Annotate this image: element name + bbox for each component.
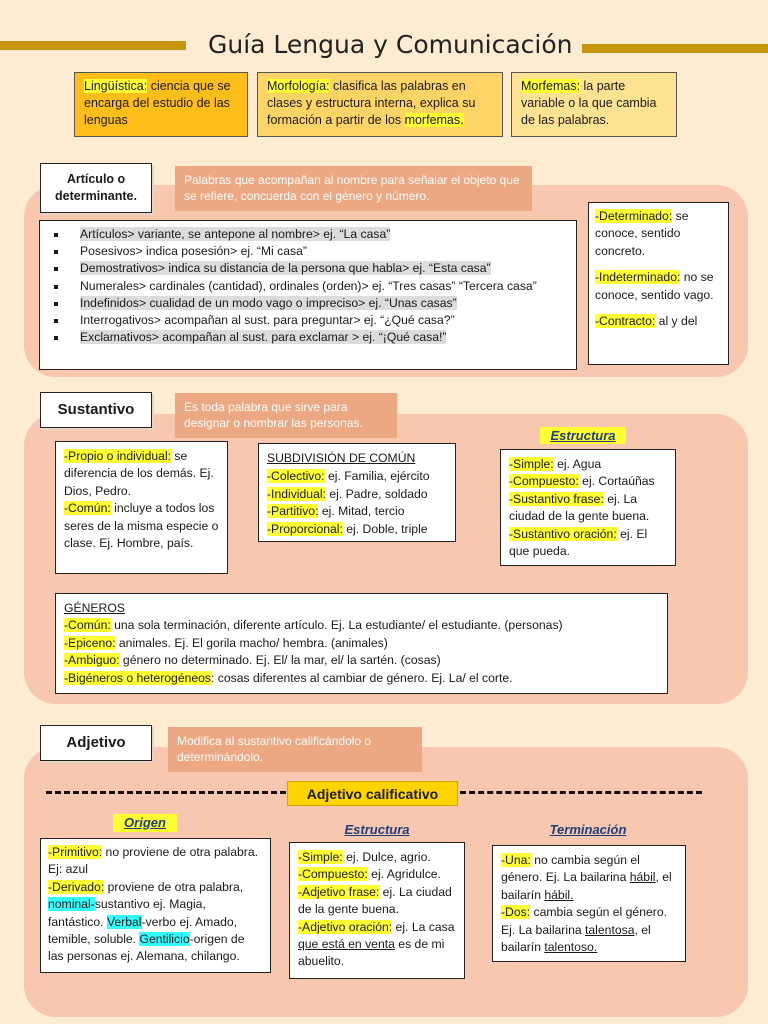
dashed-line-left	[46, 791, 286, 794]
box-morfemas: Morfemas: la parte variable o la que cambia de las palabras.	[511, 72, 677, 137]
articulo-list-box	[39, 220, 577, 370]
side-indeterminado: -Indeterminado: no se conoce, sentido vago.	[595, 270, 714, 302]
adjetivo-estructura-box: -Simple: ej. Dulce, agrio. -Compuesto: ej. Agridulce. -Adjetivo frase: ej. La ciudad de la gente buena. -Adjetivo oración: ej. La casa que está en venta es de mi abuelito.	[289, 842, 465, 979]
list-item: ▪ Numerales> cardinales (cantidad), ordinales (orden)> ej. “Tres casas” “Tercera casa”	[68, 278, 570, 295]
adjetivo-label: Adjetivo	[40, 725, 152, 761]
list-item: ▪ Demostrativos> indica su distancia de la persona que habla> ej. “Esta casa”	[68, 260, 570, 277]
sustantivo-estructura-heading: Estructura	[540, 427, 626, 444]
adjetivo-estructura-heading: Estructura	[344, 822, 410, 837]
adjetivo-calificativo-title: Adjetivo calificativo	[287, 781, 458, 806]
page-title: Guía Lengua y Comunicación	[208, 30, 573, 59]
list-item: ▪ Indefinidos> cualidad de un modo vago o impreciso> ej. “Unas casas”	[68, 295, 570, 312]
articulo-list	[46, 226, 570, 346]
terminacion-heading: Terminación	[549, 822, 627, 837]
box-morfologia: Morfología: clasifica las palabras en clases y estructura interna, explica su formación a partir de los morfemas.	[257, 72, 503, 137]
articulo-description: Palabras que acompañan al nombre para señalar el objeto que se refiere, concuerda con el género y número.	[175, 166, 532, 211]
subdivision-box: SUBDIVISIÓN DE COMÚN -Colectivo: ej. Familia, ejército -Individual: ej. Padre, soldado -Partitivo: ej. Mitad, tercio -Proporcional: ej. Doble, triple	[258, 443, 456, 542]
title-bar-right	[582, 44, 768, 53]
articulo-label: Artículo o determinante.	[40, 163, 152, 213]
list-item: ▪ Exclamativos> acompañan al sust. para exclamar > ej. “¡Qué casa!”	[68, 329, 570, 346]
articulo-side-box	[588, 202, 729, 365]
list-item: ▪ Posesivos> indica posesión> ej. “Mi casa”	[68, 243, 570, 260]
term-morfologia: Morfología:	[267, 79, 330, 93]
title-bar-left	[0, 41, 186, 50]
list-item: ▪ Interrogativos> acompañan al sust. para preguntar> ej. “¿Qué casa?”	[68, 312, 570, 329]
term-morfemas: Morfemas:	[521, 79, 581, 93]
side-determinado: -Determinado: se conoce, sentido concreto.	[595, 209, 689, 258]
term-linguistica: Lingüística:	[84, 79, 148, 93]
side-contracto: -Contracto: al y del	[595, 314, 698, 329]
generos-heading: GÉNEROS	[64, 601, 125, 615]
adjetivo-description: Modifica al sustantivo calificándolo o determinándolo.	[168, 727, 422, 772]
sustantivo-label: Sustantivo	[40, 392, 152, 428]
list-item: ▪ Artículos> variante, se antepone al nombre> ej. “La casa”	[68, 226, 570, 243]
dashed-line-right	[460, 791, 702, 794]
sustantivo-description: Es toda palabra que sirve para designar o nombrar las personas.	[175, 393, 397, 438]
sustantivo-tipos-box: -Propio o individual: se diferencia de los demás. Ej. Dios, Pedro. -Común: incluye a todos los seres de la misma especie o clase. Ej. Hombre, país.	[55, 441, 228, 574]
origen-heading: Origen	[113, 814, 177, 832]
terminacion-box: -Una: no cambia según el género. Ej. La bailarina hábil, el bailarín hábil. -Dos: cambia según el género. Ej. La bailarina talentosa, el bailarín talentoso.	[492, 845, 686, 962]
sustantivo-estructura-box: -Simple: ej. Agua -Compuesto: ej. Cortaúñas -Sustantivo frase: ej. La ciudad de la gente buena. -Sustantivo oración: ej. El que pueda.	[500, 449, 676, 566]
subdivision-heading: SUBDIVISIÓN DE COMÚN	[267, 451, 416, 465]
box-linguistica: Lingüística: ciencia que se encarga del estudio de las lenguas	[74, 72, 248, 137]
origen-box: -Primitivo: no proviene de otra palabra. Ej: azul -Derivado: proviene de otra palabra, nominal-sustantivo ej. Magia, fantástico. Verbal-verbo ej. Amado, temible, soluble. Gentilicio-origen de las personas ej. Alemana, chilango.	[40, 838, 271, 973]
generos-box: GÉNEROS -Común: una sola terminación, diferente artículo. Ej. La estudiante/ el estudiante. (personas) -Epiceno: animales. Ej. El gorila macho/ hembra. (animales) -Ambiguo: género no determinado. Ej. El/ la mar, el/ la sartén. (cosas) -Bigéneros o heterogéneos: cosas diferentes al cambiar de género. Ej. La/ el corte.	[55, 593, 668, 694]
